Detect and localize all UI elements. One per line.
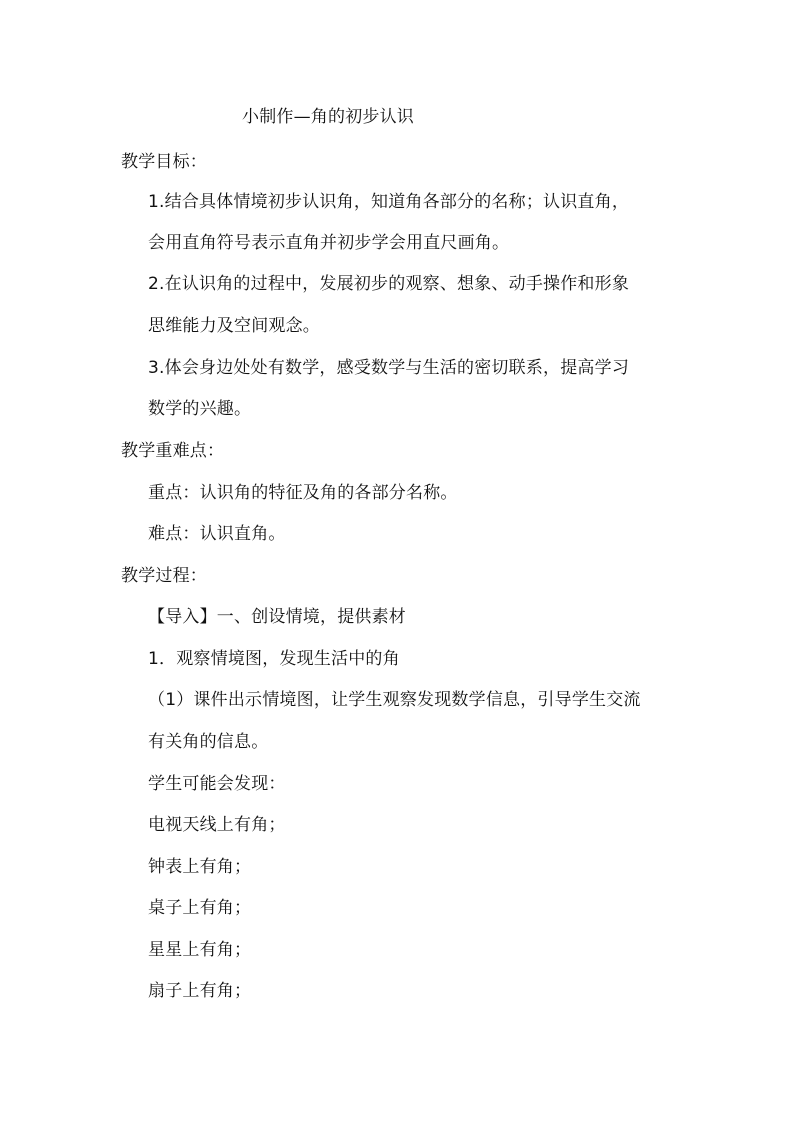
- objective-1-line-1: 1.结合具体情境初步认识角，知道角各部分的名称；认识直角，: [148, 192, 630, 212]
- document-title: 小制作—角的初步认识: [242, 107, 414, 127]
- find-item: 扇子上有角；: [148, 981, 252, 1001]
- process-intro: 【导入】一、创设情境，提供素材: [148, 607, 406, 627]
- objectives-heading: 教学目标：: [121, 152, 207, 172]
- may-find-label: 学生可能会发现：: [148, 774, 286, 794]
- objective-2-line-1: 2.在认识角的过程中，发展初步的观察、想象、动手操作和形象: [148, 274, 630, 294]
- find-item: 电视天线上有角；: [148, 815, 286, 835]
- objective-3-line-2: 数学的兴趣。: [148, 399, 252, 419]
- find-item: 桌子上有角；: [148, 898, 252, 918]
- objective-2-line-2: 思维能力及空间观念。: [148, 316, 320, 336]
- process-heading: 教学过程：: [121, 566, 207, 586]
- key-points-heading: 教学重难点：: [121, 441, 225, 461]
- find-item: 钟表上有角；: [148, 857, 252, 877]
- find-item: 星星上有角；: [148, 940, 252, 960]
- objective-3-line-1: 3.体会身边处处有数学，感受数学与生活的密切联系，提高学习: [148, 358, 630, 378]
- process-step-1: 1．观察情境图，发现生活中的角: [148, 649, 400, 669]
- key-point: 重点：认识角的特征及角的各部分名称。: [148, 483, 458, 503]
- process-step-1-sub-line-2: 有关角的信息。: [148, 732, 269, 752]
- objective-1-line-2: 会用直角符号表示直角并初步学会用直尺画角。: [148, 233, 510, 253]
- process-step-1-sub-line-1: （1）课件出示情境图，让学生观察发现数学信息，引导学生交流: [148, 690, 641, 710]
- difficulty-point: 难点：认识直角。: [148, 524, 286, 544]
